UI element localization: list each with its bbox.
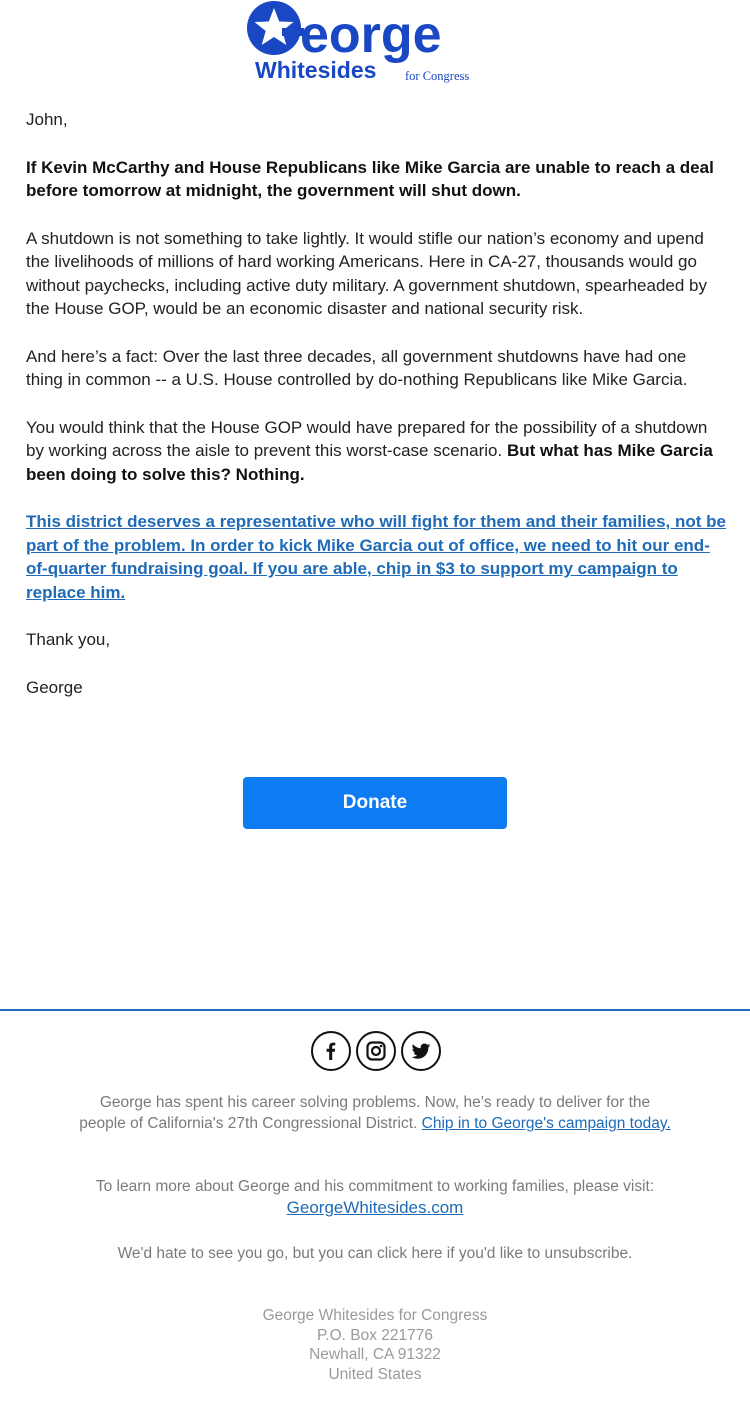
- star-g-logo-icon: [244, 0, 506, 90]
- paragraph-shutdown: A shutdown is not something to take lightly. It would stifle our nation’s economy and upend the livelihoods of millions of hard working Americans. Here in CA-27, thousands would go without paychecks, including active duty military. A government shutdown, spearheaded by the House GOP, would be an economic disaster and national security risk.: [26, 228, 708, 318]
- signature: George: [26, 677, 83, 697]
- letter-body: [26, 108, 726, 723]
- greeting: John,: [26, 110, 68, 129]
- signoff: Thank you,: [26, 630, 111, 649]
- footer-about: [75, 1092, 675, 1134]
- campaign-logo: [0, 0, 750, 90]
- cta-link[interactable]: This district deserves a representative who will fight for them and their families, not be part of the problem. In order to kick Mike Garcia out of office, we need to hit our end-of-quarter fundraising goal. If you are able, chip in $3 to support my campaign to replace him.: [26, 512, 726, 602]
- instagram-icon[interactable]: [356, 1031, 396, 1071]
- address-country: United States: [328, 1365, 422, 1383]
- donate-button[interactable]: Donate: [243, 777, 507, 829]
- paragraph-house-gop-bold: But what has Mike Garcia been doing to solve this? Nothing.: [26, 441, 713, 484]
- svg-text:eorge: eorge: [300, 6, 442, 64]
- cta-paragraph: [26, 510, 726, 604]
- footer-learn-more: [75, 1176, 675, 1219]
- footer-divider: [0, 1009, 750, 1011]
- paragraph-house-gop-text: You would think that the House GOP would have prepared for the possibility of a shutdown by working across the aisle to prevent this worst-case scenario.: [26, 417, 708, 460]
- footer-learn-text: To learn more about George and his commitment to working families, please visit:: [95, 1178, 655, 1195]
- address-line1: P.O. Box 221776: [316, 1326, 434, 1344]
- facebook-icon[interactable]: [311, 1031, 351, 1071]
- chip-in-link[interactable]: Chip in to George's campaign today.: [421, 1115, 671, 1132]
- unsubscribe-text[interactable]: We'd hate to see you go, but you can click here if you'd like to unsubscribe.: [117, 1245, 633, 1262]
- paragraph-house-gop: [26, 416, 726, 487]
- footer-about-text: George has spent his career solving problems. Now, he’s ready to deliver for the people of California's 27th Congressional District.: [79, 1094, 651, 1132]
- twitter-icon[interactable]: [401, 1031, 441, 1071]
- address-org: George Whitesides for Congress: [262, 1307, 488, 1324]
- bold-lead: If Kevin McCarthy and House Republicans like Mike Garcia are unable to reach a deal before tomorrow at midnight, the government will shut down.: [26, 157, 714, 200]
- address-line2: Newhall, CA 91322: [309, 1346, 441, 1363]
- svg-text:Whitesides: Whitesides: [255, 57, 377, 83]
- svg-text:for Congress: for Congress: [405, 69, 470, 83]
- website-link[interactable]: GeorgeWhitesides.com: [286, 1198, 464, 1217]
- paragraph-fact: And here’s a fact: Over the last three decades, all government shutdowns have had one thing in common -- a U.S. House controlled by do-nothing Republicans like Mike Garcia.: [26, 346, 688, 389]
- social-links: [311, 1031, 441, 1071]
- mailing-address: [75, 1306, 675, 1384]
